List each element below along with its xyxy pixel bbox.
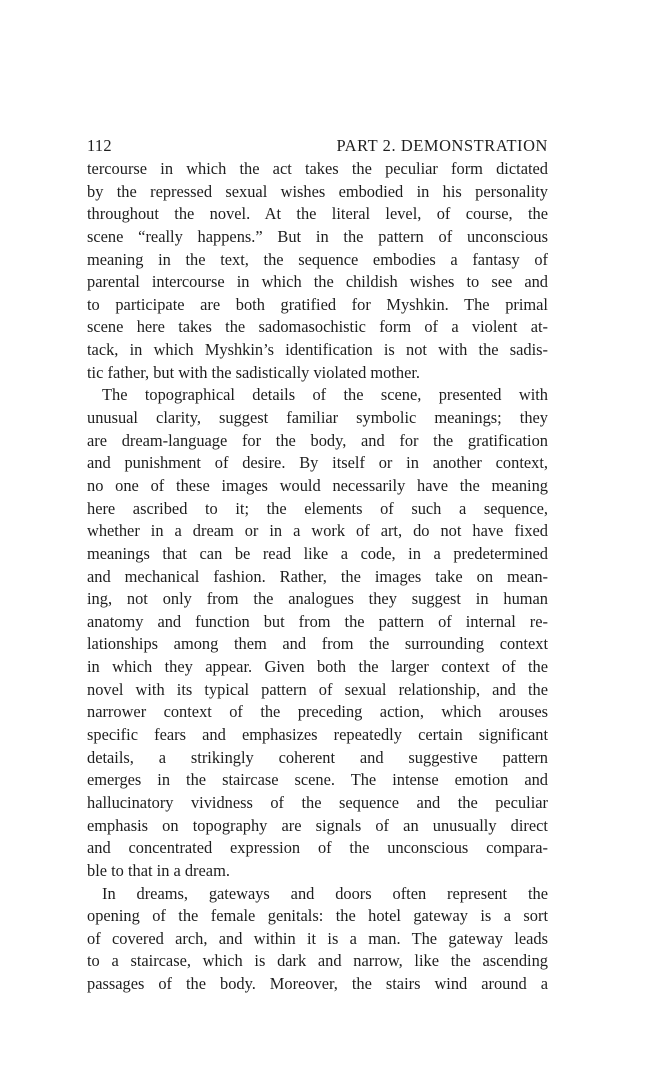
- text-line: In dreams, gateways and doors often represent the: [102, 883, 548, 903]
- text-line: opening of the female genitals: the hotel gateway is a sort: [87, 906, 548, 926]
- text-line: The topographical details of the scene, presented with: [102, 385, 548, 405]
- text-line: and concentrated expression of the unconscious compara-: [87, 838, 548, 858]
- text-line: to participate are both gratified for Myshkin. The primal: [87, 294, 548, 314]
- text-line: hallucinatory vividness of the sequence and the peculiar: [87, 792, 548, 812]
- paragraph-3: [87, 883, 548, 996]
- text-line: here ascribed to it; the elements of such a sequence,: [87, 498, 548, 518]
- text-line: no one of these images would necessarily have the meaning: [87, 475, 548, 495]
- text-line: to a staircase, which is dark and narrow, like the ascending: [87, 951, 548, 971]
- text-line: meanings that can be read like a code, in a predetermined: [87, 543, 548, 563]
- book-page: [87, 134, 548, 996]
- text-line: and punishment of desire. By itself or in another context,: [87, 453, 548, 473]
- text-line: parental intercourse in which the childish wishes to see and: [87, 272, 548, 292]
- text-line: anatomy and function but from the pattern of internal re-: [87, 611, 548, 631]
- text-line: emerges in the staircase scene. The intense emotion and: [87, 770, 548, 790]
- text-line: details, a strikingly coherent and suggestive pattern: [87, 747, 548, 767]
- text-line: throughout the novel. At the literal level, of course, the: [87, 204, 548, 224]
- text-line: by the repressed sexual wishes embodied in his personality: [87, 181, 548, 201]
- text-line: lationships among them and from the surrounding context: [87, 634, 548, 654]
- text-line: meaning in the text, the sequence embodies a fantasy of: [87, 249, 548, 269]
- text-line: tack, in which Myshkin’s identification is not with the sadis-: [87, 340, 548, 360]
- text-line: and mechanical fashion. Rather, the images take on mean-: [87, 566, 548, 586]
- text-line: emphasis on topography are signals of an unusually direct: [87, 815, 548, 835]
- running-title: PART 2. DEMONSTRATION: [336, 136, 548, 155]
- text-line: scene “really happens.” But in the pattern of unconscious: [87, 226, 548, 246]
- text-line: passages of the body. Moreover, the stairs wind around a: [87, 974, 548, 994]
- page-number: 112: [87, 136, 112, 155]
- text-line: whether in a dream or in a work of art, do not have fixed: [87, 521, 548, 541]
- paragraph-2: [87, 384, 548, 882]
- paragraph-1: [87, 158, 548, 384]
- text-line: novel with its typical pattern of sexual relationship, and the: [87, 679, 548, 699]
- text-line: ble to that in a dream.: [87, 860, 230, 880]
- text-line: of covered arch, and within it is a man. The gateway leads: [87, 928, 548, 948]
- text-line: unusual clarity, suggest familiar symbolic meanings; they: [87, 408, 548, 428]
- text-line: tercourse in which the act takes the peculiar form dictated: [87, 159, 548, 178]
- text-line: specific fears and emphasizes repeatedly certain significant: [87, 725, 548, 745]
- text-line: scene here takes the sadomasochistic form of a violent at-: [87, 317, 548, 337]
- text-line: in which they appear. Given both the larger context of the: [87, 657, 548, 677]
- text-line: narrower context of the preceding action, which arouses: [87, 702, 548, 722]
- text-line: are dream-language for the body, and for the gratification: [87, 430, 548, 450]
- text-line: ing, not only from the analogues they suggest in human: [87, 589, 548, 609]
- running-header: [87, 134, 548, 158]
- text-line: tic father, but with the sadistically violated mother.: [87, 362, 420, 382]
